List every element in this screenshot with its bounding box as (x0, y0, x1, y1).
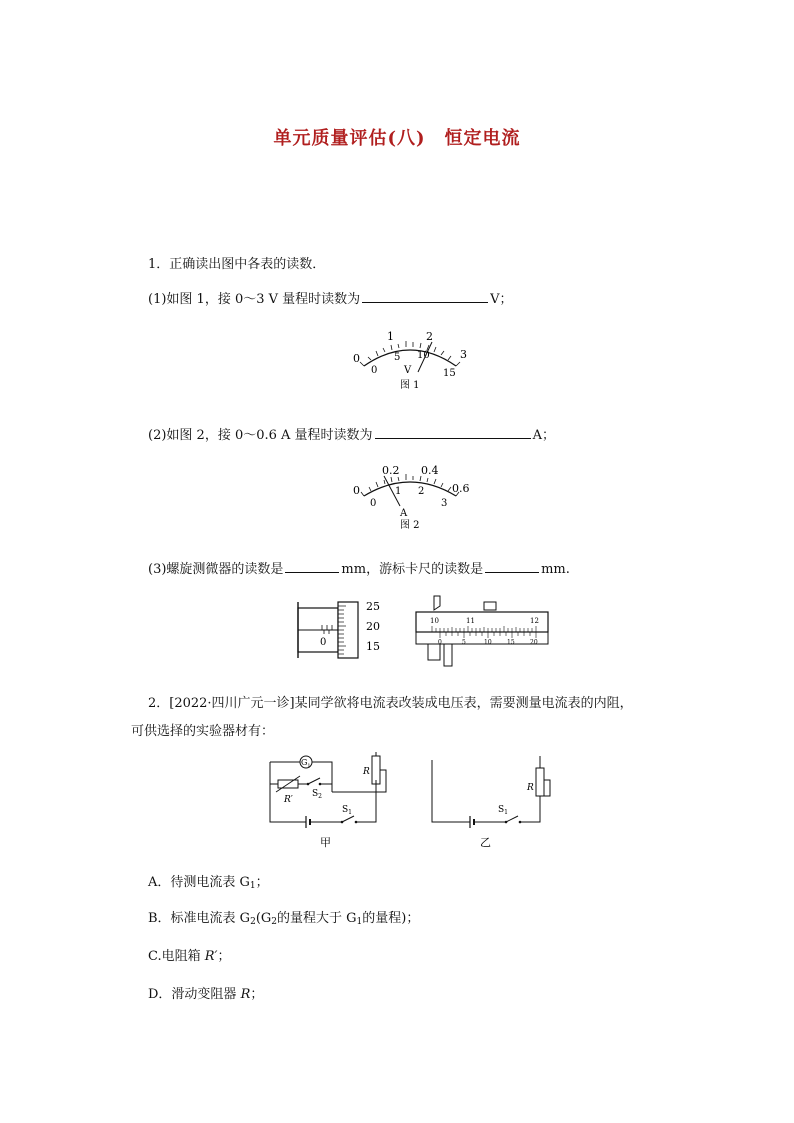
micrometer-label-15: 15 (366, 640, 380, 653)
circuit-yi-s1-label: $S_1$ (498, 805, 508, 816)
q1-stem: 1．正确读出图中各表的读数． (148, 257, 326, 272)
fig2-outer-tick-3: 0.6 (452, 482, 470, 495)
option-a-sub: 1 (249, 881, 256, 891)
fig1-outer-tick-1: 1 (387, 330, 394, 343)
q1-part3-mid: mm，游标卡尺的读数是 (341, 562, 484, 577)
q1-part2-suffix: A； (532, 428, 555, 443)
micrometer-figure (294, 598, 390, 662)
q1-part1 (148, 288, 513, 307)
option-d-var: R (240, 987, 251, 1002)
option-b-part2: (G (255, 911, 272, 926)
caliper-figure (410, 594, 552, 670)
caliper-main-label-12: 12 (530, 617, 539, 625)
fig1-caption: 图 1 (400, 380, 420, 390)
fig1-outer-tick-0: 0 (353, 352, 360, 365)
option-d-part2: ； (250, 987, 264, 1002)
option-c-part1: C.电阻箱 (148, 949, 205, 964)
answer-blank-2[interactable] (375, 426, 531, 439)
option-d (148, 983, 263, 1002)
option-b-sub2: 2 (271, 917, 278, 927)
micrometer-label-25: 25 (366, 600, 380, 613)
fig2-caption: 图 2 (400, 520, 420, 530)
circuit-yi-caption: 乙 (480, 836, 491, 849)
q2-stem-line2: 可供选择的实验器材有： (131, 724, 275, 739)
micrometer-label-20: 20 (366, 620, 380, 633)
option-a-text: A．待测电流表 G (148, 875, 250, 890)
caliper-vernier-label-20: 20 (530, 639, 538, 646)
q1-part1-prefix: (1)如图 1，接 0～3 V 量程时读数为 (148, 292, 361, 307)
fig2-meter-letter: A (400, 508, 408, 519)
q1-part3-suffix: mm. (541, 562, 570, 577)
page-title: 单元质量评估(八) 恒定电流 (273, 128, 521, 149)
fig2-inner-tick-1: 1 (395, 486, 402, 497)
option-a (148, 871, 269, 891)
answer-blank-4[interactable] (485, 560, 539, 573)
circuit-jia-g-label: $G_1$ (301, 758, 311, 769)
option-b-part1: B．标准电流表 G (148, 911, 251, 926)
fig1-inner-tick-2: 10 (417, 350, 430, 361)
fig2-outer-tick-0: 0 (353, 484, 360, 497)
circuit-jia-rprime-label: R′ (284, 795, 293, 805)
ammeter-figure (340, 460, 480, 530)
voltmeter-figure (340, 326, 480, 390)
option-a-end: ； (255, 875, 269, 890)
micrometer-sleeve-zero: 0 (320, 637, 327, 648)
option-b-part4: 的量程)； (362, 911, 420, 926)
fig2-inner-tick-0: 0 (370, 498, 377, 509)
answer-blank-3[interactable] (285, 560, 339, 573)
option-c (148, 945, 231, 964)
circuit-yi (426, 752, 556, 852)
q1-part1-suffix: V； (490, 292, 513, 307)
option-c-part2: ； (217, 949, 231, 964)
option-b-sub3: 1 (356, 917, 363, 927)
fig2-outer-tick-2: 0.4 (421, 464, 439, 477)
option-b-sub1: 2 (250, 917, 256, 927)
q1-part2 (148, 424, 555, 443)
fig1-outer-tick-3: 3 (460, 348, 467, 361)
fig1-inner-tick-0: 0 (371, 365, 378, 376)
caliper-vernier-label-0: 0 (438, 639, 442, 646)
caliper-vernier-label-5: 5 (462, 639, 466, 646)
circuit-jia-s2-label: $S_2$ (312, 789, 322, 800)
circuit-jia-r-label: R (363, 767, 370, 777)
q1-part3 (148, 558, 570, 577)
caliper-vernier-label-10: 10 (484, 639, 492, 646)
option-c-var: R′ (204, 949, 218, 964)
fig1-meter-letter: V (404, 365, 412, 376)
circuit-jia-s1-label: $S_1$ (342, 805, 352, 816)
fig2-inner-tick-3: 3 (441, 498, 448, 509)
fig2-outer-tick-1: 0.2 (382, 464, 400, 477)
answer-blank-1[interactable] (362, 290, 488, 303)
fig1-inner-tick-1: 5 (394, 352, 401, 363)
fig1-outer-tick-2: 2 (426, 330, 433, 343)
q1-part3-prefix: (3)螺旋测微器的读数是 (148, 562, 284, 577)
q1-part2-prefix: (2)如图 2，接 0～0.6 A 量程时读数为 (148, 428, 373, 443)
caliper-vernier-label-15: 15 (507, 639, 515, 646)
option-d-part1: D．滑动变阻器 (148, 987, 241, 1002)
caliper-main-label-10: 10 (430, 617, 439, 625)
fig1-inner-tick-3: 15 (443, 368, 456, 379)
option-b (148, 907, 419, 927)
fig2-inner-tick-2: 2 (418, 486, 425, 497)
caliper-main-label-11: 11 (466, 617, 475, 625)
circuit-jia (262, 752, 392, 852)
circuit-yi-r-label: R (527, 783, 534, 793)
option-b-part3: 的量程大于 G (277, 911, 357, 926)
q2-stem-line1: 2．[2022·四川广元一诊]某同学欲将电流表改装成电压表，需要测量电流表的内阻， (148, 696, 633, 711)
circuit-jia-caption: 甲 (320, 836, 331, 849)
